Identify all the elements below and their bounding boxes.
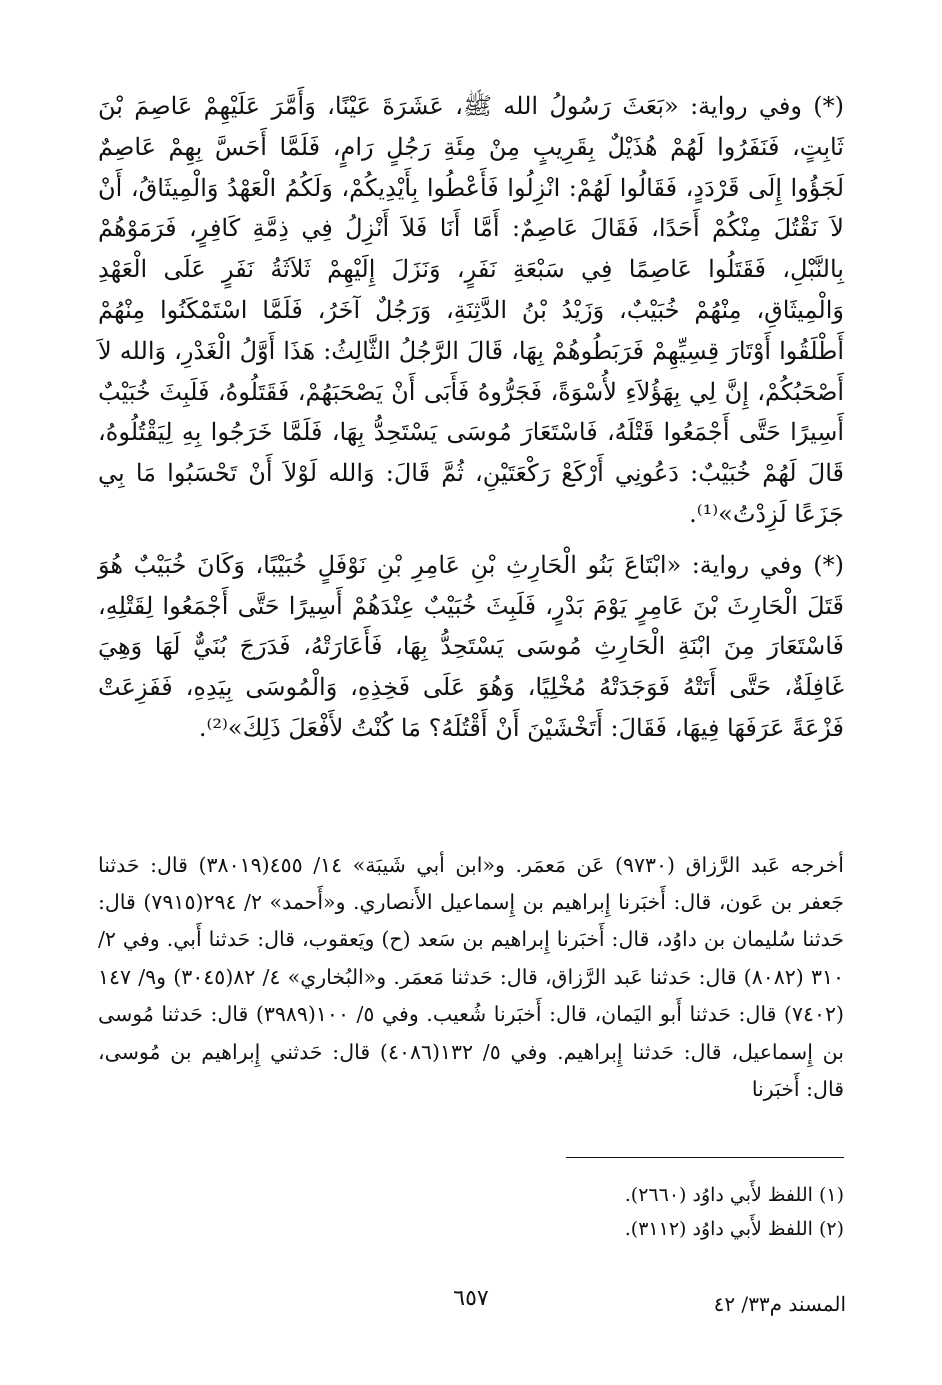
footnote-divider xyxy=(566,1157,844,1158)
hadith-text xyxy=(98,86,844,749)
footnote-1: (١) اللفظ لأَبي داوُد (٢٦٦٠). xyxy=(624,1184,844,1206)
footnote-2: (٢) اللفظ لأَبي داوُد (٣١١٢). xyxy=(624,1218,844,1240)
hadith-paragraph-1: (*) وفي رواية: «بَعَثَ رَسُولُ الله ﷺ، عَشَرَةَ عَيْنًا، وَأَمَّرَ عَلَيْهِمْ عَاصِمَ بْنَ ثَابِتٍ، فَنَفَرُوا لَهُمْ هُذَيْلٌ بِقَرِيبٍ مِنْ مِئَةِ رَجُلٍ رَامٍ، فَلَمَّا أَحَسَّ بِهِمْ عَاصِمٌ لَجَؤُوا إِلَى قَرْدَدٍ، فَقَالُوا لَهُمْ: انْزِلُوا فَأَعْطُوا بِأَيْدِيكُمْ، وَلَكُمُ الْعَهْدُ وَالْمِيثَاقُ، أَنْ لاَ نَقْتُلَ مِنْكُمْ أَحَدًا، فَقَالَ عَاصِمٌ: أَمَّا أَنَا فَلاَ أَنْزِلُ فِي ذِمَّةِ كَافِرٍ، فَرَمَوْهُمْ بِالنَّبْلِ، فَقَتَلُوا عَاصِمًا فِي سَبْعَةِ نَفَرٍ، وَنَزَلَ إِلَيْهِمْ ثَلاَثَةُ نَفَرٍ عَلَى الْعَهْدِ وَالْمِيثَاقِ، مِنْهُمْ خُبَيْبٌ، وَزَيْدُ بْنُ الدَّثِنَةِ، وَرَجُلٌ آخَرُ، فَلَمَّا اسْتَمْكَنُوا مِنْهُمْ أَطْلَقُوا أَوْتَارَ قِسِيِّهِمْ فَرَبَطُوهُمْ بِهَا، قَالَ الرَّجُلُ الثَّالِثُ: هَذَا أَوَّلُ الْغَدْرِ، وَالله لاَ أَصْحَبُكُمْ، إِنَّ لِي بِهَؤُلاَءِ لأُسْوَةً، فَجَرُّوهُ فَأَبَى أَنْ يَصْحَبَهُمْ، فَقَتَلُوهُ، فَلَبِثَ خُبَيْبٌ أَسِيرًا حَتَّى أَجْمَعُوا قَتْلَهُ، فَاسْتَعَارَ مُوسَى يَسْتَحِدُّ بِهَا، فَلَمَّا خَرَجُوا بِهِ لِيَقْتُلُوهُ، قَالَ لَهُمْ خُبَيْبٌ: دَعُونِي أَرْكَعْ رَكْعَتَيْنِ، ثُمَّ قَالَ: وَالله لَوْلاَ أَنْ تَحْسَبُوا مَا بِي جَزَعًا لَزِدْتُ»⁽¹⁾. xyxy=(98,92,845,528)
page-number: ٦٥٧ xyxy=(453,1286,489,1311)
volume-signature: المسند م٣٣/ ٤٢ xyxy=(713,1292,846,1316)
sources-paragraph: أخرجه عَبد الرَّزاق (٩٧٣٠) عَن مَعمَر. و«ابن أبي شَيبَة» ١٤/ ٤٥٥(٣٨٠١٩) قال: حَدثنا جَعفر بن عَون، قال: أَخبَرنا إِبراهيم بن إِسماعيل الأَنصاري. و«أَحمد» ٢/ ٢٩٤(٧٩١٥) قال: حَدثنا سُليمان بن داوُد، قال: أَخبَرنا إِبراهيم بن سَعد (ح) ويَعقوب، قال: حَدثنا أَبي. وفي ٢/ ٣١٠ (٨٠٨٢) قال: حَدثنا عَبد الرَّزاق، قال: حَدثنا مَعمَر. و«البُخاري» ٤/ ٨٢(٣٠٤٥) و٩/ ١٤٧ (٧٤٠٢) قال: حَدثنا أَبو اليَمان، قال: أَخبَرنا شُعيب. وفي ٥/ ١٠٠(٣٩٨٩) قال: حَدثنا مُوسى بن إِسماعيل، قال: حَدثنا إِبراهيم. وفي ٥/ ١٣٢(٤٠٨٦) قال: حَدثني إِبراهيم بن مُوسى، قال: أَخبَرنا xyxy=(98,852,844,1101)
footnotes xyxy=(344,1178,844,1246)
hadith-paragraph-2: (*) وفي رواية: «ابْتَاعَ بَنُو الْحَارِثِ بْنِ عَامِرِ بْنِ نَوْفَلٍ خُبَيْبًا، وَكَانَ خُبَيْبٌ هُوَ قَتَلَ الْحَارِثَ بْنَ عَامِرٍ يَوْمَ بَدْرٍ، فَلَبِثَ خُبَيْبٌ عِنْدَهُمْ أَسِيرًا حَتَّى أَجْمَعُوا لِقَتْلِهِ، فَاسْتَعَارَ مِنَ ابْنَةِ الْحَارِثِ مُوسَى يَسْتَحِدُّ بِهَا، فَأَعَارَتْهُ، فَدَرَجَ بُنَيٌّ لَهَا وَهِيَ غَافِلَةٌ، حَتَّى أَتَتْهُ فَوَجَدَتْهُ مُخْلِيًا، وَهُوَ عَلَى فَخِذِهِ، وَالْمُوسَى بِيَدِهِ، فَفَزِعَتْ فَزْعَةً عَرَفَهَا فِيهَا، فَقَالَ: أَتَخْشَيْنَ أَنْ أَقْتُلَهُ؟ مَا كُنْتُ لأَفْعَلَ ذَلِكَ»⁽²⁾. xyxy=(98,550,845,742)
